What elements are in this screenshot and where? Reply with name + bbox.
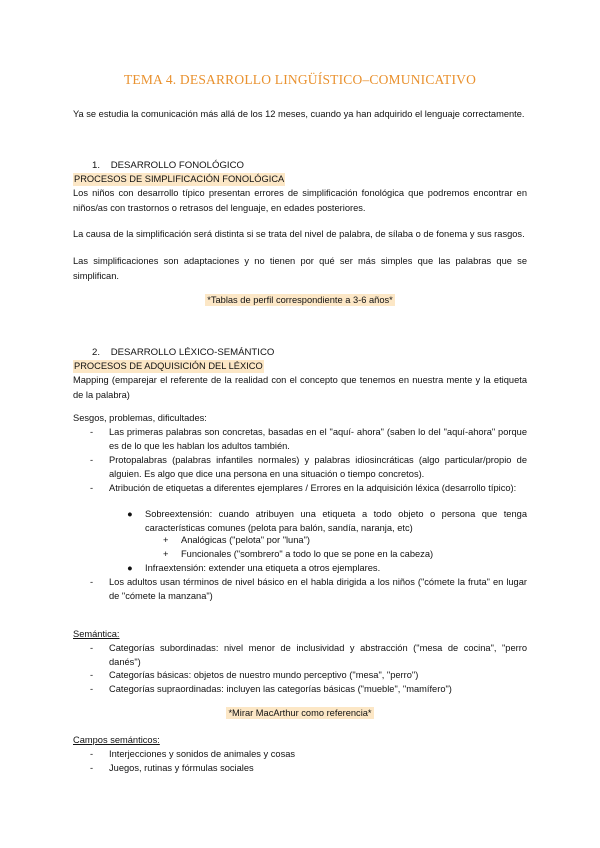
- campos-label: Campos semánticos:: [73, 735, 160, 745]
- list-item: Categorías supraordinadas: incluyen las categorías básicas ("mueble", "mamífero"): [109, 684, 452, 694]
- list-item: Categorías subordinadas: nivel menor de inclusividad y abstracción ("mesa de cocina", "perro danés"): [109, 643, 527, 667]
- list-dash: -: [90, 670, 94, 680]
- section1-callout: [0, 294, 600, 307]
- section2-callout-text: *Mirar MacArthur como referencia*: [228, 708, 372, 718]
- sobreextension-item: Sobreextensión: cuando atribuyen una etiqueta a todo objeto o persona que tenga características comunes (pelota para balón, sandía, naranja, etc): [145, 509, 527, 533]
- section2-subheading: PROCESOS DE ADQUISICIÓN DEL LÉXICO: [74, 361, 263, 371]
- mapping-paragraph: Mapping (emparejar el referente de la realidad con el concepto que tenemos en nuestra mente y la etiqueta de la palabra): [73, 375, 527, 400]
- section2-callout: [0, 707, 600, 720]
- section1-paragraph-1: Los niños con desarrollo típico presentan errores de simplificación fonológica que podremos encontrar en niños/as con trastornos o retrasos del lenguaje, en edades posteriores.: [73, 188, 527, 213]
- section1-subheading: PROCESOS DE SIMPLIFICACIÓN FONOLÓGICA: [74, 174, 285, 184]
- bullet-marker: ●: [127, 563, 133, 573]
- list-dash: -: [90, 427, 94, 437]
- list-dash: -: [90, 455, 94, 465]
- list-dash: -: [90, 749, 94, 759]
- list-item: Los adultos usan términos de nivel básico en el habla dirigida a los niños ("cómete la fruta" en lugar de "cómete la manzana"): [109, 577, 527, 601]
- list-dash: -: [90, 483, 94, 493]
- section2-title: DESARROLLO LÉXICO-SEMÁNTICO: [110, 347, 275, 358]
- section2-heading: [92, 346, 274, 360]
- sesgos-label: Sesgos, problemas, dificultades:: [73, 413, 207, 423]
- list-item: Juegos, rutinas y fórmulas sociales: [109, 763, 254, 773]
- list-item: Interjecciones y sonidos de animales y cosas: [109, 749, 296, 759]
- section1-title: DESARROLLO FONOLÓGICO: [110, 160, 244, 171]
- analogicas-item: Analógicas ("pelota" por "luna"): [181, 535, 310, 545]
- list-item: Las primeras palabras son concretas, basadas en el "aquí- ahora" (saben lo del "aquí-ahora" porque es de lo que les hablan los adultos también.: [109, 427, 527, 451]
- page-title: TEMA 4. DESARROLLO LINGÜÍSTICO–COMUNICATIVO: [123, 72, 477, 87]
- funcionales-item: Funcionales ("sombrero" a todo lo que se pone en la cabeza): [181, 549, 434, 559]
- section2-number: 2.: [92, 347, 101, 358]
- section1-paragraph-3: Las simplificaciones son adaptaciones y no tienen por qué ser más simples que las palabras que se simplifican.: [73, 256, 527, 281]
- list-dash: -: [90, 763, 94, 773]
- section1-number: 1.: [92, 160, 101, 171]
- semantica-label: Semántica:: [73, 629, 120, 639]
- section1-callout-text: *Tablas de perfil correspondiente a 3-6 años*: [207, 295, 393, 305]
- list-item: Atribución de etiquetas a diferentes ejemplares / Errores en la adquisición léxica (desarrollo típico):: [109, 483, 517, 493]
- list-dash: -: [90, 684, 94, 694]
- plus-marker: +: [163, 549, 169, 559]
- plus-marker: +: [163, 535, 169, 545]
- bullet-marker: ●: [127, 509, 133, 519]
- list-item: Protopalabras (palabras infantiles normales) y palabras idiosincráticas (algo particular/propio de alguien. Es algo que dice una persona en una situación o tiempo concretos).: [109, 455, 527, 479]
- infraextension-item: Infraextensión: extender una etiqueta a otros ejemplares.: [145, 563, 381, 573]
- section1-paragraph-2: La causa de la simplificación será distinta si se trata del nivel de palabra, de sílaba o de fonema y sus rasgos.: [73, 229, 525, 239]
- list-item: Categorías básicas: objetos de nuestro mundo perceptivo ("mesa", "perro"): [109, 670, 419, 680]
- section1-heading: [92, 159, 244, 173]
- list-dash: -: [90, 577, 94, 587]
- intro-paragraph: Ya se estudia la comunicación más allá de los 12 meses, cuando ya han adquirido el lenguaje correctamente.: [73, 109, 525, 119]
- list-dash: -: [90, 643, 94, 653]
